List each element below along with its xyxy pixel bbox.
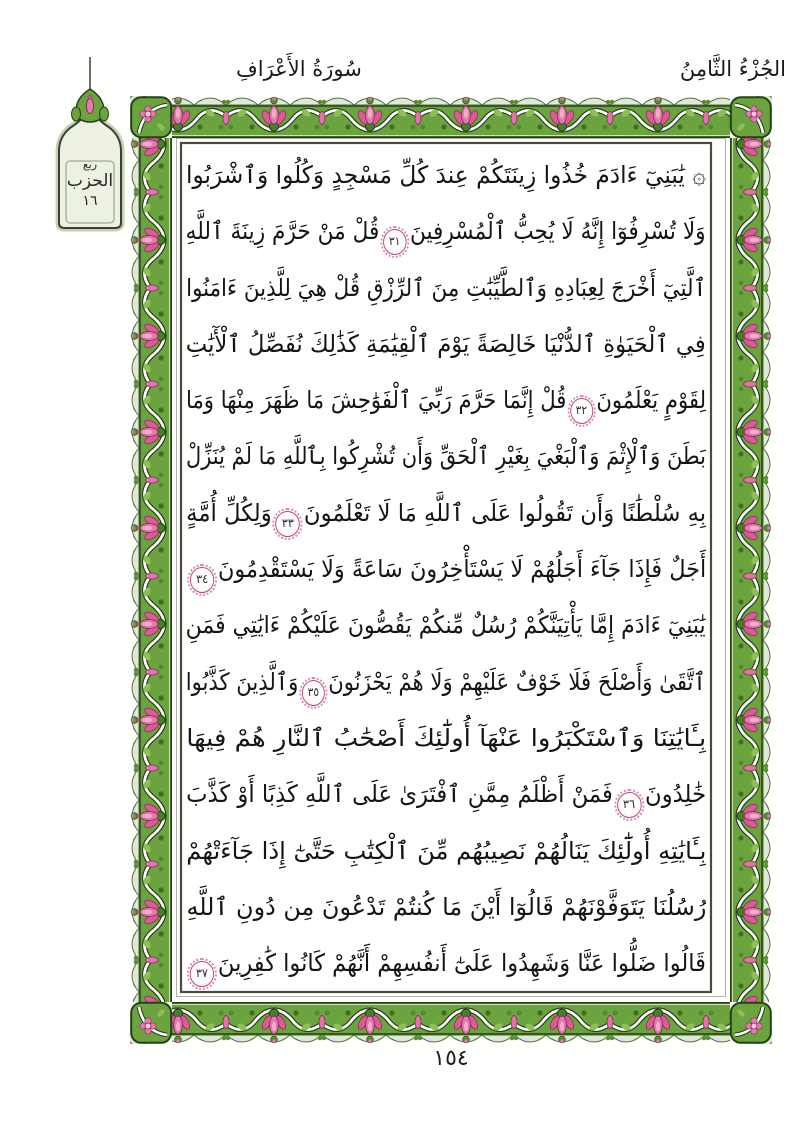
quran-line: ٱتَّقَىٰ وَأَصْلَحَ فَلَا خَوْفٌ عَلَيْهِمْ وَلَا هُمْ يَحْزَنُونَ٣٥وَٱلَّذِينَ كَذَّبُوا: [186, 654, 706, 710]
ayah-marker: ٣١: [383, 229, 406, 255]
quran-line: يَٰبَنِيٓ ءَادَمَ إِمَّا يَأْتِيَنَّكُمْ رُسُلٌ مِّنكُمْ يَقُصُّونَ عَلَيْكُمْ ءَايَٰتِي فَمَنِ: [186, 611, 706, 640]
ayah-marker: ٣٥: [302, 680, 325, 706]
quran-line: قَالُوا ضَلُّوا عَنَّا وَشَهِدُوا عَلَىٰٓ أَنفُسِهِمْ أَنَّهُمْ كَانُوا كَٰفِرِينَ٣٧: [186, 935, 706, 991]
quran-line: رُسُلُنَا يَتَوَفَّوْنَهُمْ قَالُوٓا أَيْنَ مَا كُنتُمْ تَدْعُونَ مِن دُونِ ٱللَّهِ: [186, 892, 706, 921]
ayah-marker: ٣٢: [570, 398, 593, 424]
quran-line: ٱلَّتِيٓ أَخْرَجَ لِعِبَادِهِ وَٱلطَّيِّبَٰتِ مِنَ ٱلرِّزْقِ قُلْ هِيَ لِلَّذِينَ ءَامَنُوا: [186, 273, 706, 302]
hizb-number: ١٦: [82, 193, 98, 209]
quran-line: ۞ يَٰبَنِيٓ ءَادَمَ خُذُوا زِينَتَكُمْ عِندَ كُلِّ مَسْجِدٍ وَكُلُوا وَٱشْرَبُوا: [186, 161, 706, 189]
rub-label: ربع: [82, 158, 98, 171]
ayah-marker: ٣٧: [190, 961, 214, 987]
quran-line: لِقَوْمٍ يَعْلَمُونَ٣٢قُلْ إِنَّمَا حَرَّمَ رَبِّيَ ٱلْفَوَٰحِشَ مَا ظَهَرَ مِنْهَا وَمَا: [186, 372, 706, 428]
ayah-marker: ٣٣: [275, 511, 300, 537]
quran-line: خَٰلِدُونَ٣٦فَمَنْ أَظْلَمُ مِمَّنِ ٱفْتَرَىٰ عَلَى ٱللَّهِ كَذِبًا أَوْ كَذَّبَ: [186, 766, 706, 822]
quran-text-area: [186, 147, 706, 992]
ayah-marker: ٣٦: [617, 792, 642, 818]
quran-line: وَلَا تُسْرِفُوٓا إِنَّهُ لَا يُحِبُّ ٱلْمُسْرِفِينَ٣١قُلْ مَنْ حَرَّمَ زِينَةَ ٱللَّهِ: [186, 203, 706, 259]
quran-line: بِـَٔايَٰتِهِ أُولَٰٓئِكَ يَنَالُهُمْ نَصِيبُهُم مِّنَ ٱلْكِتَٰبِ حَتَّىٰٓ إِذَا جَآءَتْهُمْ: [186, 836, 706, 865]
quran-line: بِـَٔايَٰتِنَا وَٱسْتَكْبَرُوا عَنْهَآ أُولَٰٓئِكَ أَصْحَٰبُ ٱلنَّارِ هُمْ فِيهَا: [186, 723, 706, 752]
ayah-marker: ٣٤: [190, 567, 214, 593]
quran-line: بِهِ سُلْطَٰنًا وَأَن تَقُولُوا عَلَى ٱللَّهِ مَا لَا تَعْلَمُونَ٣٣وَلِكُلِّ أُمَّةٍ: [186, 485, 706, 541]
hizb-marker-label: [59, 158, 121, 210]
quran-line: أَجَلٌ فَإِذَا جَآءَ أَجَلُهُمْ لَا يَسْتَأْخِرُونَ سَاعَةً وَلَا يَسْتَقْدِمُونَ٣٤: [186, 541, 706, 597]
quran-line: بَطَنَ وَٱلْإِثْمَ وَٱلْبَغْيَ بِغَيْرِ ٱلْحَقِّ وَأَن تُشْرِكُوا بِٱللَّهِ مَا لَمْ يُنَزِّلْ: [186, 442, 706, 471]
surah-title: سُورَةُ الأَعْرَافِ: [236, 57, 362, 81]
hizb-label: الحزب: [66, 171, 114, 191]
quran-line: فِي ٱلْحَيَوٰةِ ٱلدُّنْيَا خَالِصَةً يَوْمَ ٱلْقِيَٰمَةِ كَذَٰلِكَ نُفَصِّلُ ٱلْأٓيَٰتِ: [186, 329, 706, 358]
juz-title: الجُزْءُ الثَّامِنُ: [679, 57, 786, 81]
page-number: ١٥٤: [433, 1046, 469, 1071]
